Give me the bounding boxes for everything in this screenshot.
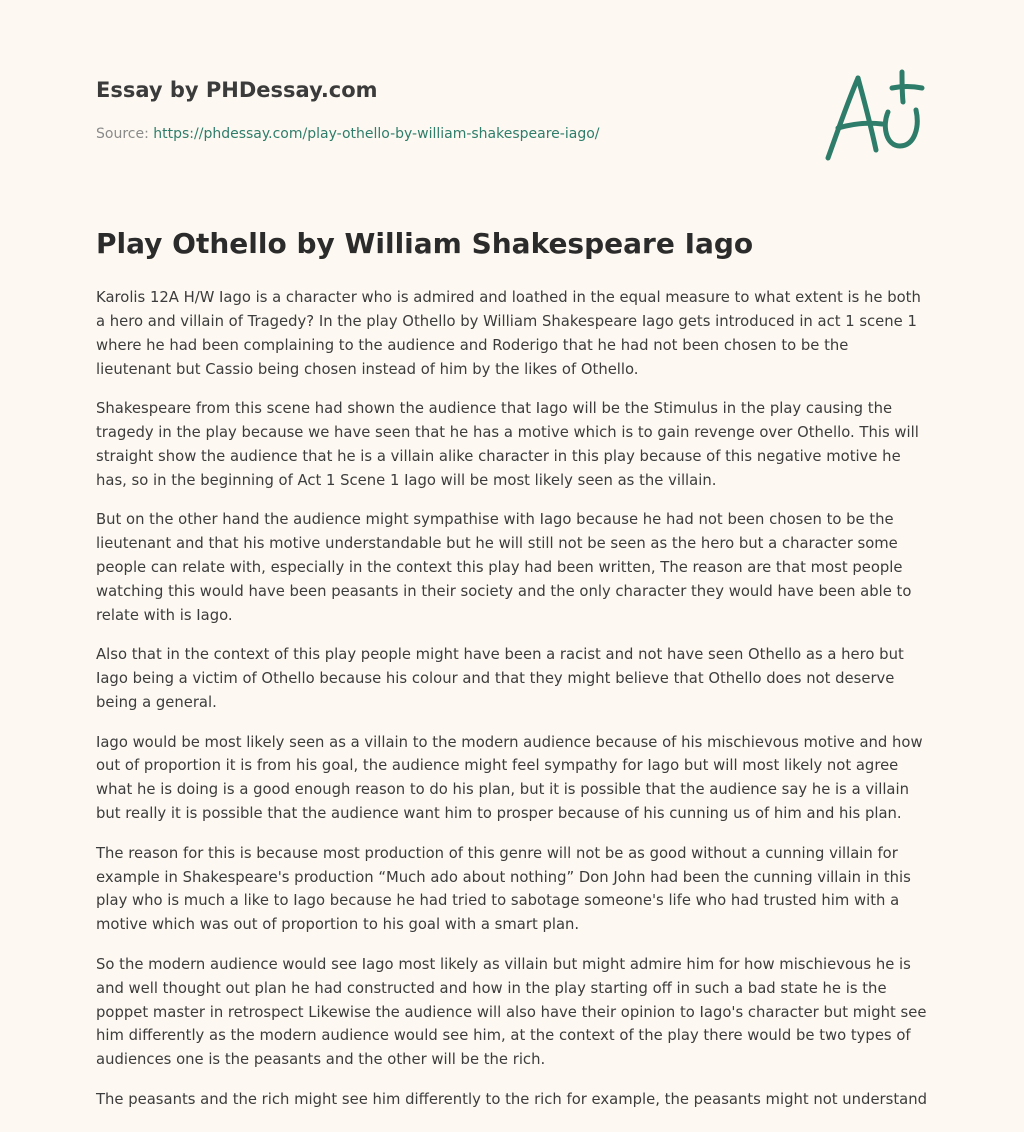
source-link[interactable]: https://phdessay.com/play-othello-by-william-shakespeare-iago/ [153, 126, 600, 142]
source-label: Source: [96, 126, 149, 142]
a-plus-logo-icon [822, 66, 928, 166]
site-title: Essay by PHDessay.com [96, 78, 378, 102]
paragraph: Karolis 12A H/W Iago is a character who is admired and loathed in the equal measure to what extent is he both a hero and villain of Tragedy? In the play Othello by William Shakespeare Iago gets introduced in act 1 scene 1 where he had been complaining to the audience and Roderigo that he had not been chosen to be the lieutenant but Cassio being chosen instead of him by the likes of Othello. [96, 289, 921, 378]
paragraph: But on the other hand the audience might sympathise with Iago because he had not been chosen to be the lieutenant and that his motive understandable but he will still not be seen as the hero but a character some people can relate with, especially in the context this play had been written, The reason are that most people watching this would have been peasants in their society and the only character they would have been able to relate with is Iago. [96, 511, 912, 624]
paragraph: The peasants and the rich might see him differently to the rich for example, the peasants might not understand [96, 1090, 927, 1108]
page-header [96, 76, 796, 144]
essay-body [96, 286, 928, 1127]
paragraph: Shakespeare from this scene had shown the audience that Iago will be the Stimulus in the play causing the tragedy in the play because we have seen that he has a motive which is to gain revenge over Othello. This will straight show the audience that he is a villain alike character in this play because of this negative motive he has, so in the beginning of Act 1 Scene 1 Iago will be most likely seen as the villain. [96, 400, 919, 489]
document-title: Play Othello by William Shakespeare Iago [96, 227, 754, 260]
paragraph: Iago would be most likely seen as a villain to the modern audience because of his mischievous motive and how out of proportion it is from his goal, the audience might feel sympathy for Iago but will most likely not agree what he is doing is a good enough reason to do his plan, but it is possible that the audience say he is a villain but really it is possible that the audience want him to prosper because of his cunning us of him and his plan. [96, 733, 923, 823]
paragraph: Also that in the context of this play people might have been a racist and not have seen Othello as a hero but Iago being a victim of Othello because his colour and that they might believe that Othello does not deserve being a general. [96, 646, 904, 712]
source-line [96, 124, 796, 144]
a-plus-logo-svg [822, 66, 928, 166]
paragraph: So the modern audience would see Iago most likely as villain but might admire him for how mischievous he is and well thought out plan he had constructed and how in the play starting off in such a bad state he is the poppet master in retrospect Likewise the audience will also have their opinion to Iago's character but might see him differently as the modern audience would see him, at the context of the play there would be two types of audiences one is the peasants and the other will be the rich. [96, 955, 927, 1069]
paragraph: The reason for this is because most production of this genre will not be as good without a cunning villain for example in Shakespeare's production “Much ado about nothing” Don John had been the cunning villain in this play who is much a like to Iago because he had tried to sabotage someone's life who had trusted him with a motive which was out of proportion to his goal with a smart plan. [96, 844, 911, 934]
